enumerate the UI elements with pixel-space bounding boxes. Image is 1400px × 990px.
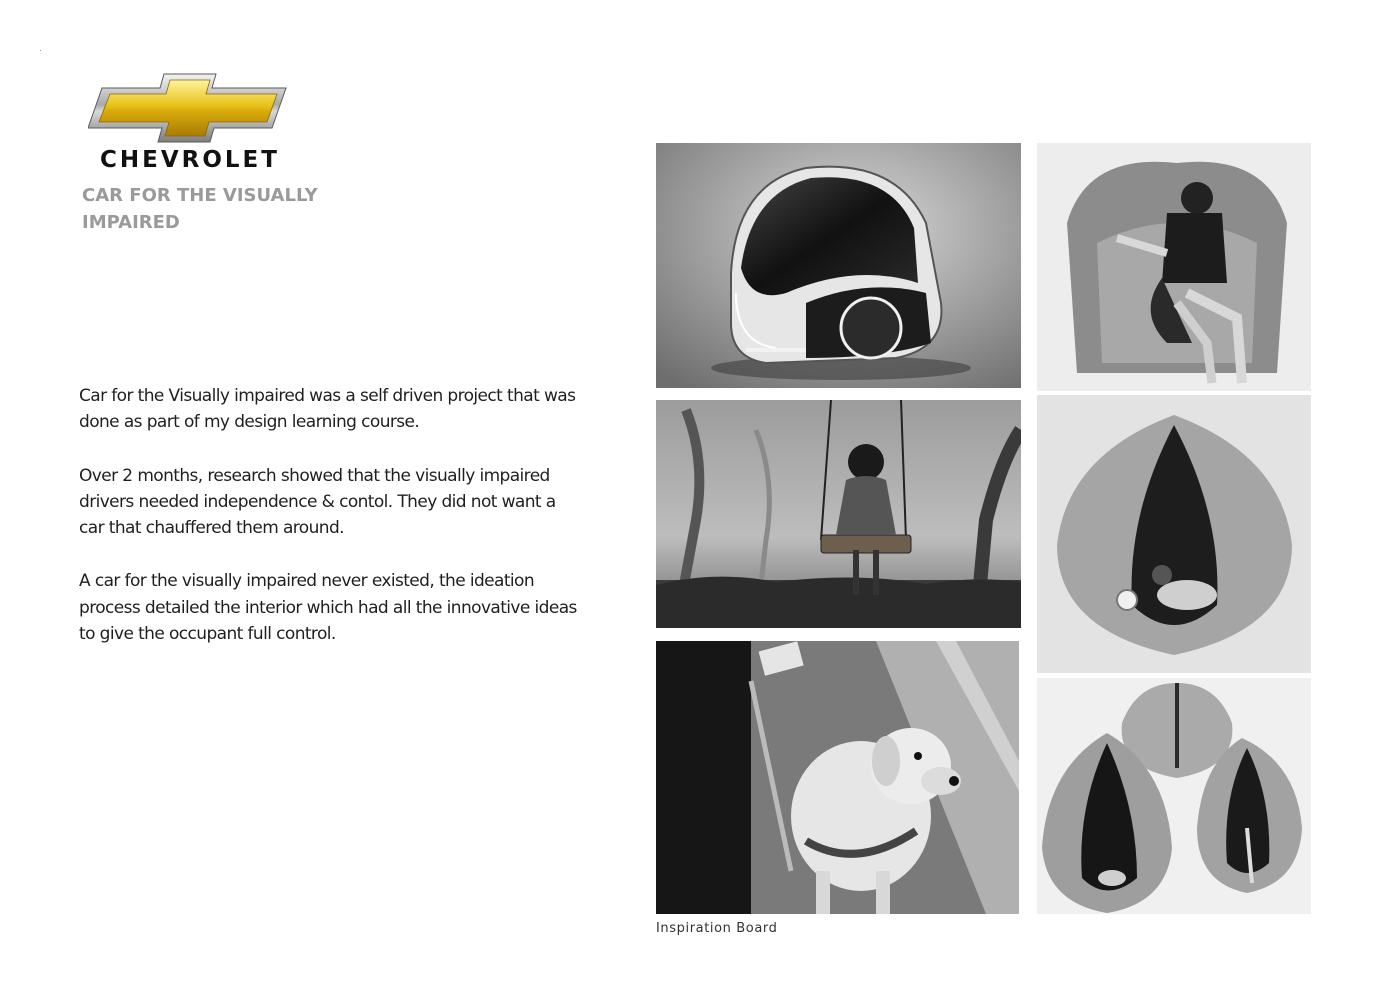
felt-pods-group-image [1037,678,1311,914]
concept-pod-car-image [656,143,1021,388]
brand-wordmark: CHEVROLET [100,147,280,173]
child-on-swing-image [656,400,1021,628]
description-paragraph: A car for the visually impaired never existed, the ideation process detailed the interior which had all the innovative ideas to give the occupant full control. [79,571,577,645]
stray-dot [40,50,41,51]
inspiration-board-caption: Inspiration Board [656,921,778,936]
project-description [79,383,579,674]
woman-in-felt-chair-image [1037,143,1311,391]
description-paragraph: Over 2 months, research showed that the visually impaired drivers needed independence & contol. They did not want a car that chauffered them around. [79,465,556,539]
description-paragraph: Car for the Visually impaired was a self driven project that was done as part of my design learning course. [79,386,576,433]
guide-dog-image [656,641,1019,914]
project-title: CAR FOR THE VISUALLY IMPAIRED [82,185,318,233]
felt-pod-shelter-image [1037,395,1311,673]
chevrolet-bowtie-icon [88,72,288,144]
